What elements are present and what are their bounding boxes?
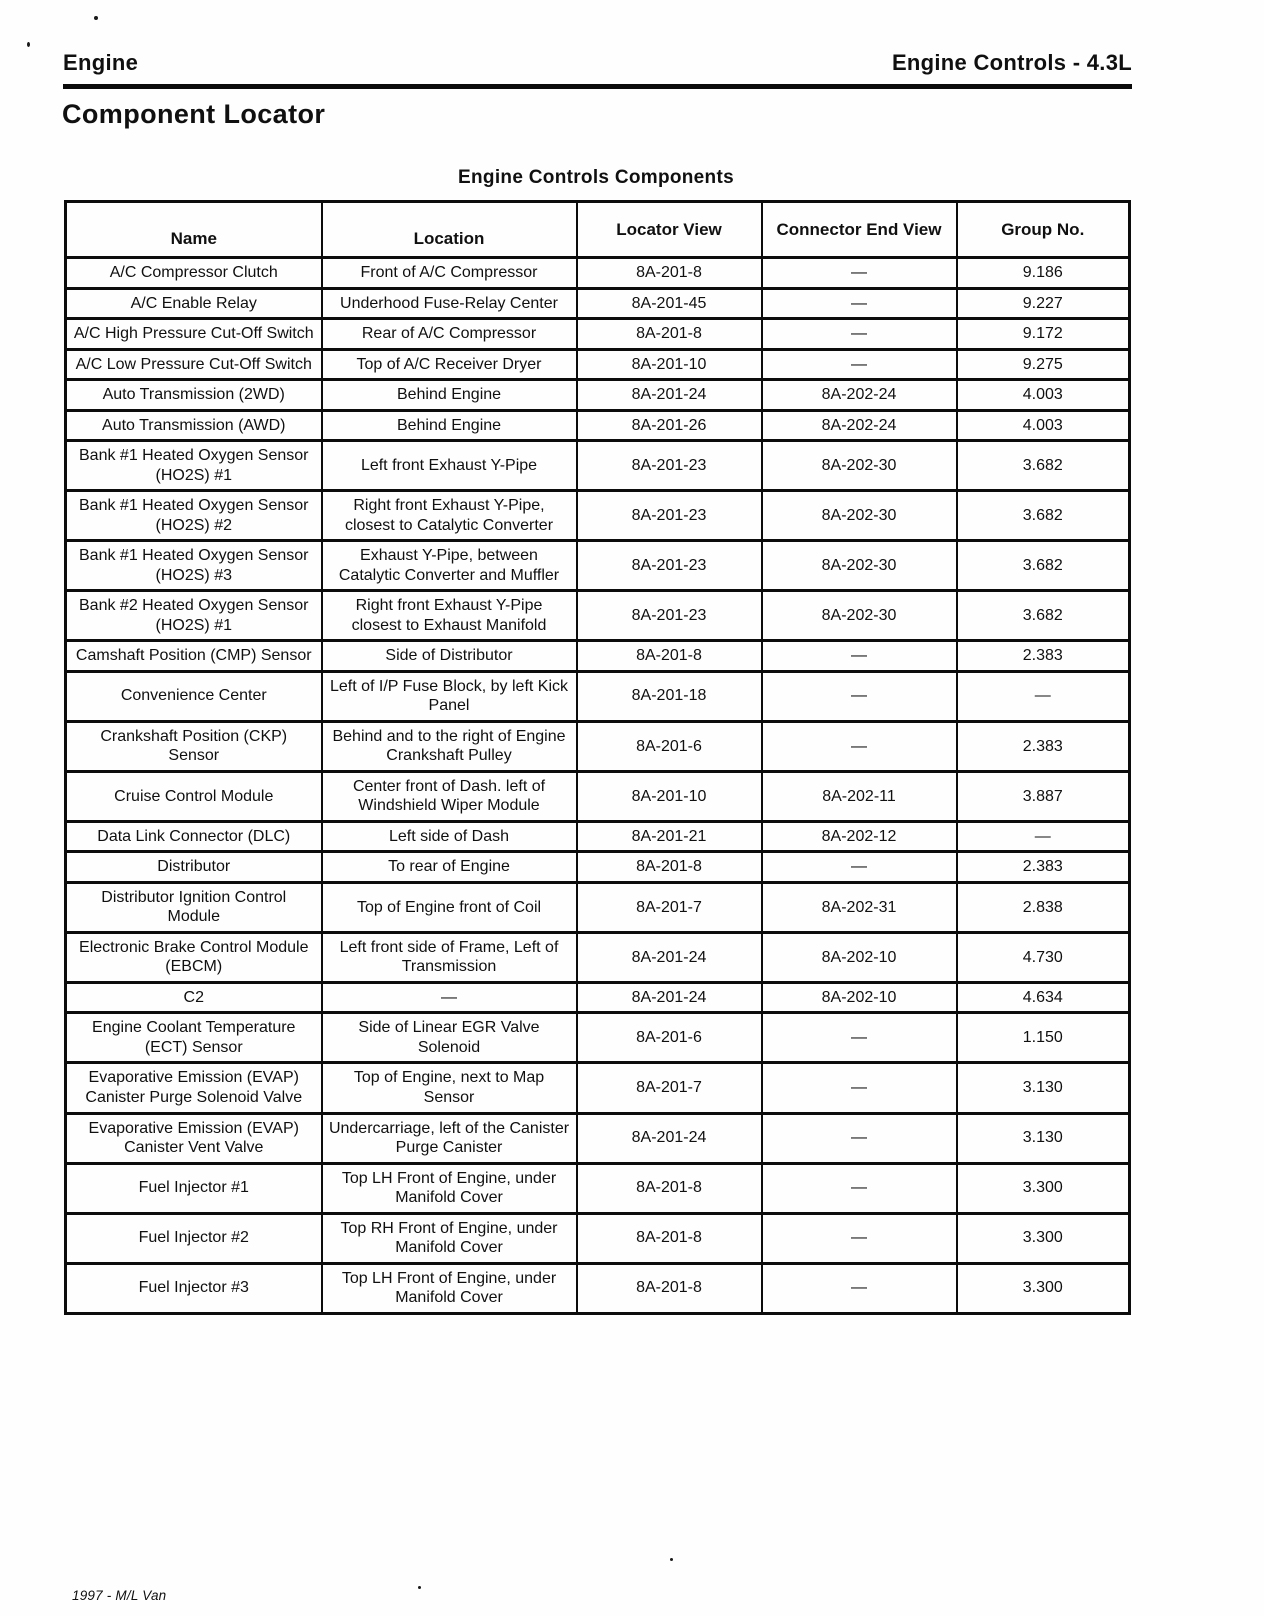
table-cell-connector-end-view: — [762,1163,957,1213]
table-cell-group-no: 4.730 [957,932,1130,982]
table-cell-locator-view: 8A-201-10 [577,771,762,821]
page-header [63,50,1132,76]
table-cell-group-no: 3.682 [957,541,1130,591]
table-row [66,380,1130,411]
table-cell-name: Bank #1 Heated Oxygen Sensor (HO2S) #1 [66,441,322,491]
table-cell-location: Behind Engine [322,380,577,411]
table-cell-connector-end-view: — [762,349,957,380]
table-cell-group-no: 9.172 [957,319,1130,350]
table-cell-connector-end-view: 8A-202-31 [762,882,957,932]
table-cell-location: Top RH Front of Engine, under Manifold Cover [322,1213,577,1263]
table-cell-location: To rear of Engine [322,852,577,883]
scan-speck [94,16,98,20]
table-cell-locator-view: 8A-201-6 [577,1013,762,1063]
column-header-location: Location [322,202,577,258]
table-cell-locator-view: 8A-201-21 [577,821,762,852]
scan-speck [670,1558,673,1561]
page-footer: 1997 - M/L Van [72,1588,167,1603]
table-cell-locator-view: 8A-201-6 [577,721,762,771]
table-cell-locator-view: 8A-201-24 [577,1113,762,1163]
table-cell-locator-view: 8A-201-23 [577,491,762,541]
page-title: Component Locator [62,99,326,129]
table-cell-connector-end-view: — [762,641,957,672]
table-cell-name: Distributor Ignition Control Module [66,882,322,932]
table-cell-name: Bank #1 Heated Oxygen Sensor (HO2S) #3 [66,541,322,591]
table-row [66,671,1130,721]
table-cell-connector-end-view: — [762,721,957,771]
table-cell-name: A/C Compressor Clutch [66,258,322,289]
table-cell-group-no: 2.383 [957,852,1130,883]
table-cell-locator-view: 8A-201-24 [577,982,762,1013]
table-cell-location: Left of I/P Fuse Block, by left Kick Panel [322,671,577,721]
table-cell-locator-view: 8A-201-7 [577,1063,762,1113]
table-cell-name: Distributor [66,852,322,883]
table-row [66,1263,1130,1313]
table-cell-connector-end-view: — [762,1063,957,1113]
table-cell-name: C2 [66,982,322,1013]
table-cell-group-no: 9.186 [957,258,1130,289]
table-cell-name: Electronic Brake Control Module (EBCM) [66,932,322,982]
table-row [66,1063,1130,1113]
table-cell-locator-view: 8A-201-8 [577,319,762,350]
table-cell-connector-end-view: — [762,852,957,883]
table-cell-group-no: 3.887 [957,771,1130,821]
table-cell-location: Side of Distributor [322,641,577,672]
table-row [66,882,1130,932]
table-row [66,771,1130,821]
table-cell-location: Undercarriage, left of the Canister Purge Canister [322,1113,577,1163]
table-cell-locator-view: 8A-201-7 [577,882,762,932]
column-header-name: Name [66,202,322,258]
table-cell-group-no: 9.275 [957,349,1130,380]
table-cell-connector-end-view: 8A-202-10 [762,982,957,1013]
table-cell-connector-end-view: — [762,1213,957,1263]
header-right-title: Engine Controls - 4.3L [891,50,1132,75]
header-left-title: Engine [63,50,139,75]
table-row [66,349,1130,380]
scan-speck [27,42,30,47]
table-header-row [66,202,1130,258]
table-cell-location: Top LH Front of Engine, under Manifold Cover [322,1263,577,1313]
table-cell-location: Right front Exhaust Y-Pipe, closest to Catalytic Converter [322,491,577,541]
table-cell-group-no: 3.130 [957,1113,1130,1163]
table-cell-group-no: 3.682 [957,591,1130,641]
table-cell-group-no: 3.682 [957,441,1130,491]
table-row [66,410,1130,441]
table-row [66,932,1130,982]
table-body [66,258,1130,1314]
table-cell-location: Top LH Front of Engine, under Manifold Cover [322,1163,577,1213]
table-cell-group-no: — [957,671,1130,721]
table-cell-name: A/C Enable Relay [66,288,322,319]
table-cell-name: Fuel Injector #3 [66,1263,322,1313]
table-cell-name: Fuel Injector #2 [66,1213,322,1263]
table-cell-locator-view: 8A-201-23 [577,591,762,641]
table-cell-location: Behind Engine [322,410,577,441]
table-cell-locator-view: 8A-201-10 [577,349,762,380]
table-cell-location: Front of A/C Compressor [322,258,577,289]
table-cell-group-no: 3.130 [957,1063,1130,1113]
column-header-group-no: Group No. [957,202,1130,258]
table-cell-location: Top of Engine, next to Map Sensor [322,1063,577,1113]
table-cell-location: Right front Exhaust Y-Pipe closest to Exhaust Manifold [322,591,577,641]
table-cell-connector-end-view: — [762,1013,957,1063]
table-cell-group-no: 3.300 [957,1163,1130,1213]
table-cell-locator-view: 8A-201-18 [577,671,762,721]
table-cell-location: Exhaust Y-Pipe, between Catalytic Converter and Muffler [322,541,577,591]
table-cell-name: Engine Coolant Temperature (ECT) Sensor [66,1013,322,1063]
table-cell-name: Evaporative Emission (EVAP) Canister Vent Valve [66,1113,322,1163]
table-cell-connector-end-view: — [762,1263,957,1313]
table-cell-locator-view: 8A-201-45 [577,288,762,319]
table-cell-locator-view: 8A-201-8 [577,852,762,883]
table-cell-group-no: — [957,821,1130,852]
table-cell-name: Fuel Injector #1 [66,1163,322,1213]
table-cell-name: Cruise Control Module [66,771,322,821]
table-cell-group-no: 2.838 [957,882,1130,932]
table-cell-location: Underhood Fuse-Relay Center [322,288,577,319]
components-table [64,200,1131,1315]
table-cell-name: Evaporative Emission (EVAP) Canister Purge Solenoid Valve [66,1063,322,1113]
table-cell-connector-end-view: — [762,671,957,721]
table-cell-connector-end-view: 8A-202-12 [762,821,957,852]
table-cell-name: Crankshaft Position (CKP) Sensor [66,721,322,771]
table-cell-group-no: 3.300 [957,1263,1130,1313]
table-cell-group-no: 3.682 [957,491,1130,541]
table-row [66,641,1130,672]
table-cell-locator-view: 8A-201-26 [577,410,762,441]
table-cell-locator-view: 8A-201-8 [577,1213,762,1263]
table-row [66,591,1130,641]
table-cell-locator-view: 8A-201-8 [577,641,762,672]
table-cell-group-no: 4.003 [957,410,1130,441]
table-cell-location: Top of A/C Receiver Dryer [322,349,577,380]
table-cell-group-no: 4.634 [957,982,1130,1013]
table-cell-locator-view: 8A-201-23 [577,441,762,491]
table-cell-connector-end-view: — [762,1113,957,1163]
table-row [66,541,1130,591]
table-row [66,288,1130,319]
table-row [66,721,1130,771]
table-cell-connector-end-view: — [762,319,957,350]
column-header-connector-end-view: Connector End View [762,202,957,258]
table-cell-connector-end-view: 8A-202-10 [762,932,957,982]
table-cell-connector-end-view: 8A-202-24 [762,410,957,441]
table-cell-name: A/C High Pressure Cut-Off Switch [66,319,322,350]
table-cell-name: Camshaft Position (CMP) Sensor [66,641,322,672]
table-row [66,1163,1130,1213]
table-cell-location: Left front side of Frame, Left of Transmission [322,932,577,982]
table-cell-connector-end-view: 8A-202-11 [762,771,957,821]
table-row [66,491,1130,541]
table-cell-name: Bank #2 Heated Oxygen Sensor (HO2S) #1 [66,591,322,641]
table-cell-group-no: 2.383 [957,721,1130,771]
table-row [66,982,1130,1013]
table-cell-locator-view: 8A-201-8 [577,1263,762,1313]
table-row [66,258,1130,289]
table-cell-name: Auto Transmission (AWD) [66,410,322,441]
table-cell-connector-end-view: 8A-202-30 [762,591,957,641]
table-row [66,441,1130,491]
table-cell-name: A/C Low Pressure Cut-Off Switch [66,349,322,380]
table-row [66,319,1130,350]
table-row [66,821,1130,852]
table-cell-location: Center front of Dash. left of Windshield Wiper Module [322,771,577,821]
table-cell-name: Auto Transmission (2WD) [66,380,322,411]
table-cell-location: Rear of A/C Compressor [322,319,577,350]
table-cell-locator-view: 8A-201-24 [577,932,762,982]
scan-speck [418,1586,421,1589]
table-cell-group-no: 4.003 [957,380,1130,411]
table-cell-location: Left front Exhaust Y-Pipe [322,441,577,491]
table-cell-name: Bank #1 Heated Oxygen Sensor (HO2S) #2 [66,491,322,541]
table-cell-location: — [322,982,577,1013]
table-cell-group-no: 2.383 [957,641,1130,672]
table-cell-connector-end-view: — [762,288,957,319]
table-cell-connector-end-view: 8A-202-30 [762,491,957,541]
table-cell-location: Behind and to the right of Engine Crankshaft Pulley [322,721,577,771]
table-cell-locator-view: 8A-201-23 [577,541,762,591]
table-cell-group-no: 3.300 [957,1213,1130,1263]
table-header [66,202,1130,258]
table-cell-group-no: 9.227 [957,288,1130,319]
table-cell-locator-view: 8A-201-8 [577,258,762,289]
table-cell-name: Data Link Connector (DLC) [66,821,322,852]
table-title: Engine Controls Components [458,167,734,188]
column-header-locator-view: Locator View [577,202,762,258]
table-cell-connector-end-view: 8A-202-24 [762,380,957,411]
table-cell-connector-end-view: — [762,258,957,289]
table-cell-location: Left side of Dash [322,821,577,852]
table-row [66,1113,1130,1163]
table-cell-locator-view: 8A-201-24 [577,380,762,411]
table-cell-connector-end-view: 8A-202-30 [762,541,957,591]
table-cell-group-no: 1.150 [957,1013,1130,1063]
table-cell-locator-view: 8A-201-8 [577,1163,762,1213]
table-cell-location: Top of Engine front of Coil [322,882,577,932]
table-row [66,1013,1130,1063]
table-cell-connector-end-view: 8A-202-30 [762,441,957,491]
table-row [66,1213,1130,1263]
table-row [66,852,1130,883]
table-cell-name: Convenience Center [66,671,322,721]
table-cell-location: Side of Linear EGR Valve Solenoid [322,1013,577,1063]
header-rule [63,84,1132,89]
